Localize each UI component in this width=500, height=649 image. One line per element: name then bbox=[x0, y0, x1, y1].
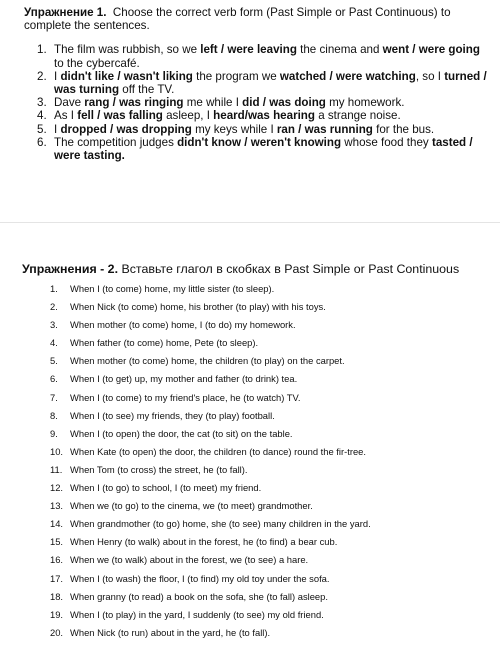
item-number: 20. bbox=[50, 626, 64, 638]
list-item bbox=[0, 301, 500, 319]
item-number: 18. bbox=[50, 590, 64, 602]
verb-choice: heard/was hearing bbox=[213, 109, 315, 123]
item-number: 13. bbox=[50, 500, 64, 512]
item-number: 2. bbox=[37, 69, 47, 83]
exercise-2-label: Упражнения - 2. bbox=[22, 262, 119, 276]
list-item bbox=[0, 392, 500, 410]
list-item bbox=[0, 319, 500, 337]
sentence-text: the program we bbox=[192, 69, 280, 83]
verb-choice: ran / was running bbox=[276, 122, 373, 136]
sentence-text: When I (to wash) the floor, I (to find) my old toy under the sofa. bbox=[70, 572, 330, 584]
sentence-text: As I bbox=[54, 109, 78, 123]
verb-choice: dropped / was dropping bbox=[60, 122, 192, 136]
sentence-text: When Kate (to open) the door, the children (to dance) round the fir-tree. bbox=[70, 445, 367, 457]
list-item bbox=[24, 136, 490, 162]
sentence-text: When grandmother (to go) home, she (to see) many children in the yard. bbox=[70, 518, 371, 530]
sentence-text: When mother (to come) home, I (to do) my homework. bbox=[70, 319, 296, 331]
exercise-2-heading bbox=[22, 262, 459, 276]
sentence-text: whose food they bbox=[341, 135, 432, 149]
list-item bbox=[0, 464, 500, 482]
item-number: 4. bbox=[37, 109, 47, 123]
exercise-1 bbox=[24, 6, 490, 162]
item-number: 6. bbox=[37, 135, 47, 149]
sentence-text: When Tom (to cross) the street, he (to fall). bbox=[70, 463, 248, 475]
exercise-1-instruction: Choose the correct verb form (Past Simple or Past Continuous) to complete the sentences. bbox=[24, 6, 451, 33]
list-item bbox=[24, 43, 490, 69]
sentence-text: When I (to come) to my friend's place, he (to watch) TV. bbox=[70, 391, 301, 403]
sentence-text: When we (to go) to the cinema, we (to meet) grandmother. bbox=[70, 500, 313, 512]
exercise-2-instruction: Вставьте глагол в скобках в Past Simple or Past Continuous bbox=[121, 262, 460, 276]
sentence-text: , so I bbox=[415, 69, 445, 83]
list-item bbox=[0, 518, 500, 536]
sentence-text: When Henry (to walk) about in the forest, he (to find) a bear cub. bbox=[70, 536, 338, 548]
item-number: 3. bbox=[50, 319, 58, 331]
item-number: 5. bbox=[50, 355, 58, 367]
exercise-1-label: Упражнение 1. bbox=[24, 6, 107, 19]
item-number: 3. bbox=[37, 96, 47, 110]
sentence-text: Dave bbox=[54, 96, 85, 110]
item-number: 15. bbox=[50, 536, 64, 548]
list-item bbox=[0, 627, 500, 645]
verb-choice: didn't like / wasn't liking bbox=[60, 69, 193, 83]
sentence-text: I bbox=[54, 122, 61, 136]
sentence-text: The film was rubbish, so we bbox=[54, 43, 201, 57]
item-number: 6. bbox=[50, 373, 58, 385]
item-number: 17. bbox=[50, 572, 64, 584]
list-item bbox=[24, 70, 490, 96]
sentence-text: my homework. bbox=[325, 96, 405, 110]
list-item bbox=[24, 123, 490, 136]
sentence-text: When Nick (to come) home, his brother (to play) with his toys. bbox=[70, 301, 326, 313]
item-number: 12. bbox=[50, 482, 64, 494]
list-item bbox=[0, 609, 500, 627]
item-number: 2. bbox=[50, 301, 58, 313]
verb-choice: watched / were watching bbox=[279, 69, 416, 83]
sentence-text: to the cybercafé. bbox=[54, 56, 140, 70]
list-item bbox=[0, 428, 500, 446]
list-item bbox=[0, 482, 500, 500]
exercise-2-list bbox=[0, 283, 500, 645]
sentence-text: the cinema and bbox=[296, 43, 383, 57]
exercise-1-heading bbox=[24, 6, 490, 32]
sentence-text: When I (to see) my friends, they (to play) football. bbox=[70, 409, 275, 421]
list-item bbox=[24, 96, 490, 109]
sentence-text: When I (to get) up, my mother and father (to drink) tea. bbox=[70, 373, 298, 385]
item-number: 19. bbox=[50, 608, 64, 620]
section-divider bbox=[0, 222, 500, 223]
item-number: 1. bbox=[50, 283, 58, 294]
sentence-text: for the bus. bbox=[372, 122, 435, 136]
sentence-text: When I (to come) home, my little sister (to sleep). bbox=[70, 283, 275, 294]
item-number: 5. bbox=[37, 122, 47, 136]
item-number: 14. bbox=[50, 518, 64, 530]
list-item bbox=[0, 373, 500, 391]
verb-choice: turned / was turning bbox=[54, 69, 487, 97]
list-item bbox=[24, 109, 490, 122]
sentence-text: I bbox=[54, 69, 61, 83]
item-number: 10. bbox=[50, 445, 64, 457]
sentence-text: When I (to go) to school, I (to meet) my friend. bbox=[70, 482, 262, 494]
exercise-1-list bbox=[24, 43, 490, 162]
verb-choice: went / were going bbox=[382, 43, 480, 57]
sentence-text: When mother (to come) home, the children (to play) on the carpet. bbox=[70, 355, 345, 367]
item-number: 9. bbox=[50, 427, 58, 439]
item-number: 4. bbox=[50, 337, 58, 349]
sentence-text: asleep, I bbox=[162, 109, 214, 123]
verb-choice: tasted / were tasting. bbox=[54, 135, 473, 163]
sentence-text: The competition judges bbox=[54, 135, 178, 149]
sentence-text: When granny (to read) a book on the sofa, she (to fall) asleep. bbox=[70, 590, 328, 602]
list-item bbox=[0, 355, 500, 373]
sentence-text: me while I bbox=[183, 96, 243, 110]
sentence-text: off the TV. bbox=[119, 83, 175, 97]
sentence-text: my keys while I bbox=[191, 122, 277, 136]
item-number: 8. bbox=[50, 409, 58, 421]
item-number: 11. bbox=[50, 463, 63, 475]
sentence-text: When I (to play) in the yard, I suddenly (to see) my old friend. bbox=[70, 608, 324, 620]
list-item bbox=[0, 536, 500, 554]
list-item bbox=[0, 500, 500, 518]
list-item bbox=[0, 410, 500, 428]
verb-choice: left / were leaving bbox=[200, 43, 297, 57]
item-number: 7. bbox=[50, 391, 58, 403]
verb-choice: fell / was falling bbox=[77, 109, 163, 123]
sentence-text: When Nick (to run) about in the yard, he (to fall). bbox=[70, 626, 271, 638]
verb-choice: rang / was ringing bbox=[84, 96, 184, 110]
sentence-text: When father (to come) home, Pete (to sleep). bbox=[70, 337, 259, 349]
verb-choice: didn't know / weren't knowing bbox=[177, 135, 342, 149]
list-item bbox=[0, 283, 500, 301]
list-item bbox=[0, 573, 500, 591]
list-item bbox=[0, 446, 500, 464]
sentence-text: a strange noise. bbox=[314, 109, 401, 123]
sentence-text: When I (to open) the door, the cat (to sit) on the table. bbox=[70, 427, 293, 439]
list-item bbox=[0, 337, 500, 355]
list-item bbox=[0, 591, 500, 609]
sentence-text: When we (to walk) about in the forest, we (to see) a hare. bbox=[70, 554, 309, 566]
item-number: 1. bbox=[37, 43, 47, 57]
list-item bbox=[0, 554, 500, 572]
verb-choice: did / was doing bbox=[242, 96, 326, 110]
item-number: 16. bbox=[50, 554, 64, 566]
